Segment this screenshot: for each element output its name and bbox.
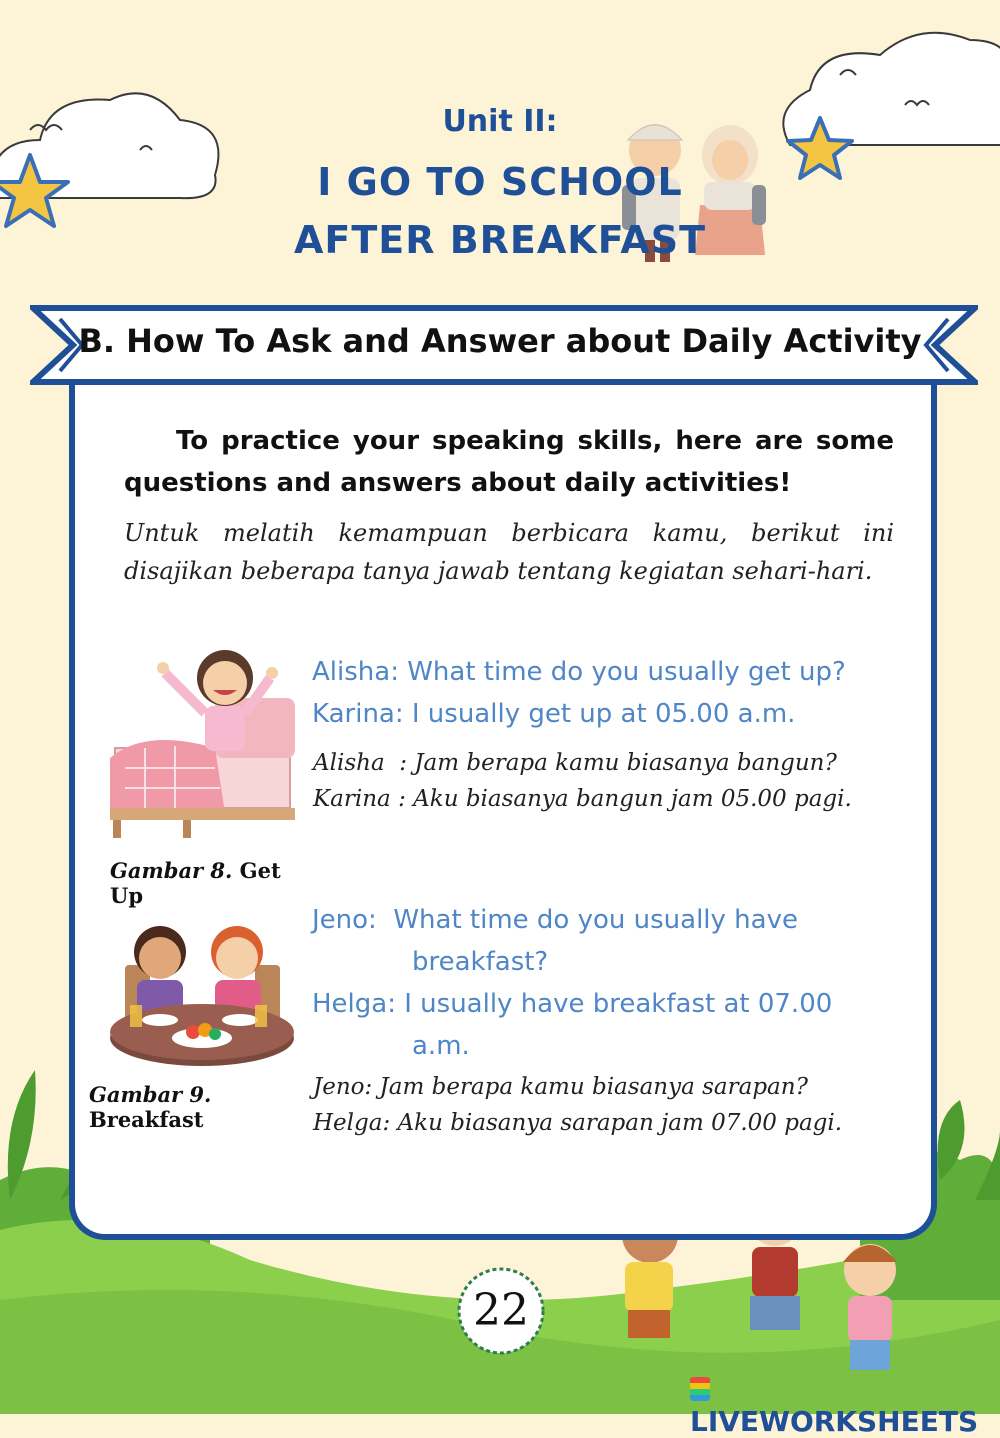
dialog2-answer-line1: Helga: I usually have breakfast at 07.00 [312, 989, 833, 1019]
dialog2-indonesian [313, 1069, 913, 1141]
intro-indonesian: Untuk melatih kemampuan berbicara kamu, berikut ini disajikan beberapa tanya jawab tentang kegiatan sehari-hari. [124, 519, 894, 585]
dialog2-english [312, 899, 912, 1067]
dialog1-answer-id: Karina : Aku biasanya bangun jam 05.00 pagi. [313, 786, 852, 812]
figure-9-caption-text: Breakfast [89, 1107, 204, 1132]
figure-8-caption [110, 858, 310, 908]
live-logo-icon [690, 1377, 710, 1401]
figure-9-caption-prefix: Gambar 9. [89, 1082, 212, 1107]
figure-9-caption [89, 1082, 309, 1132]
dialog1-question: Alisha: What time do you usually get up? [312, 657, 846, 687]
intro-english: To practice your speaking skills, here are some questions and answers about daily activities! [124, 426, 894, 498]
dialog2-answer-id: Helga: Aku biasanya sarapan jam 07.00 pagi. [313, 1110, 843, 1136]
dialog1-english [312, 651, 912, 735]
dialog1-answer: Karina: I usually get up at 05.00 a.m. [312, 699, 796, 729]
unit-label: Unit II: [442, 104, 558, 139]
section-heading: B. How To Ask and Answer about Daily Activity [78, 322, 922, 360]
page-title-line1: I GO TO SCHOOL [317, 160, 683, 204]
get-up-illustration [105, 638, 300, 843]
watermark-text: LIVEWORKSHEETS [690, 1405, 979, 1438]
figure-8-caption-prefix: Gambar 8. [110, 858, 233, 883]
dialog1-question-id: Alisha : Jam berapa kamu biasanya bangun? [313, 750, 837, 776]
breakfast-illustration [105, 920, 300, 1075]
dialog2-question-line2: breakfast? [412, 947, 549, 977]
page-number: 22 [473, 1285, 529, 1336]
figure-8-caption-text: Get Up [110, 858, 281, 908]
dialog2-question-id: Jeno: Jam berapa kamu biasanya sarapan? [313, 1074, 808, 1100]
page-title-line2: AFTER BREAKFAST [293, 218, 707, 262]
liveworksheets-logo [690, 1372, 990, 1438]
dialog2-answer-line2: a.m. [412, 1031, 470, 1061]
page-number-badge [455, 1265, 547, 1357]
dialog2-question-line1: Jeno: What time do you usually have [312, 905, 798, 935]
dialog1-indonesian [313, 745, 913, 817]
